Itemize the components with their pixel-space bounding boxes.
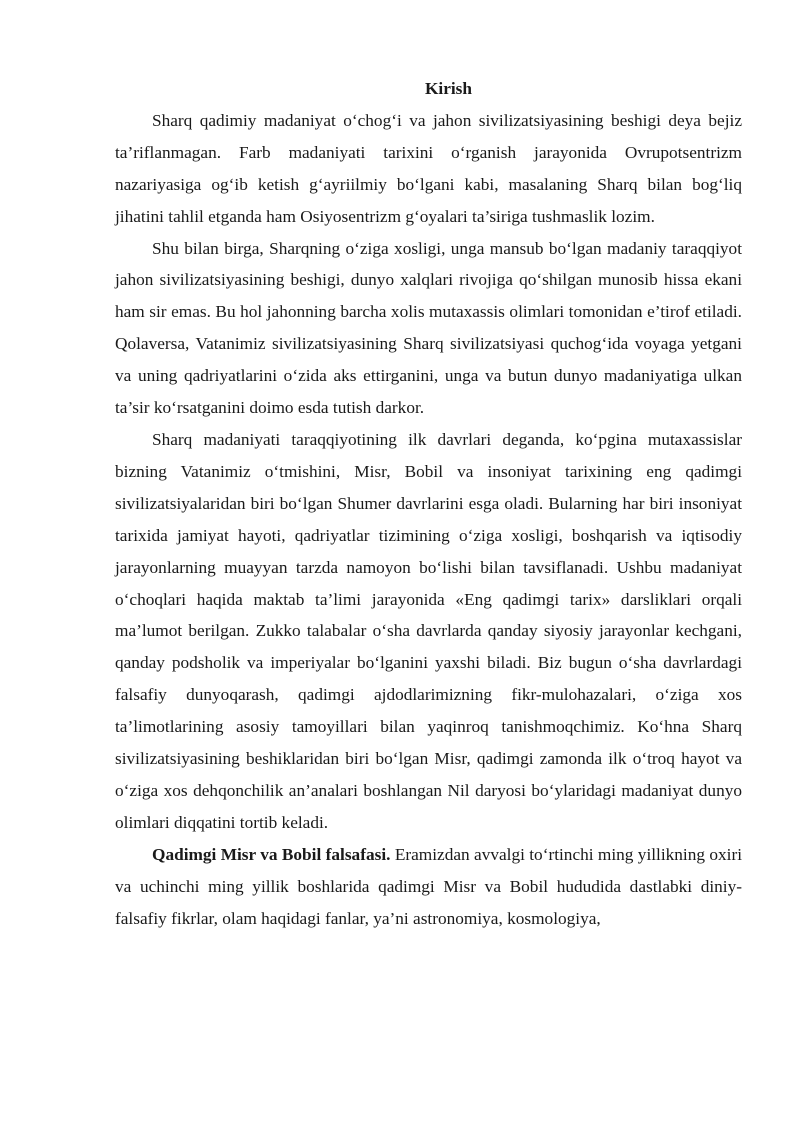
paragraph-text: Eramizdan avvalgi to‘rtinchi ming yillikning oxiri va uchinchi ming yillik boshlarida qadimgi Misr va Bobil hududida dastlabki diniy-falsafiy fikrlar, olam haqidagi fanlar, ya’ni astronomiya, kosmologiya, [115, 844, 743, 928]
paragraph-text: Sharq madaniyati taraqqiyotining ilk davrlari deganda, ko‘pgina mutaxassislar bizning Vatanimiz o‘tmishini, Misr, Bobil va insoniyat tarixining eng qadimgi sivilizatsiyalaridan biri bo‘lgan Shumer davrlarini esga oladi. Bularning har biri insoniyat tarixida jamiyat hayoti, qadriyatlar tizimining o‘ziga xosligi, boshqarish va iqtisodiy jarayonlarning muayyan tarzda namoyon bo‘lishi bilan tavsiflanadi. Ushbu madaniyat o‘choqlari haqida maktab ta’limi jarayonida «Eng qadimgi tarix» darsliklari orqali ma’lumot berilgan. Zukko talabalar o‘sha davrlarda qanday siyosiy jarayonlar kechgani, qanday podsholik va imperiyalar bo‘lganini yaxshi biladi. Biz bugun o‘sha davrlardagi falsafiy dunyoqarash, qadimgi ajdodlarimizning fikr-mulohazalari, o‘ziga xos ta’limotlarining asosiy tamoyillari bilan yaqinroq tanishmoqchimiz. Ko‘hna Sharq sivilizatsiyasining beshiklaridan biri bo‘lgan Misr, qadimgi zamonda ilk o‘troq hayot va o‘ziga xos dehqonchilik an’analari boshlangan Nil daryosi bo‘ylaridagi madaniyat dunyo olimlari diqqatini tortib keladi. [115, 429, 742, 832]
section-heading: Kirish [424, 79, 473, 98]
paragraph-1 [115, 105, 742, 233]
paragraph-lead: Qadimgi Misr va Bobil falsafasi. [152, 844, 391, 864]
paragraph-4 [115, 839, 742, 935]
paragraph-text: Shu bilan birga, Sharqning o‘ziga xosligi, unga mansub bo‘lgan madaniy taraqqiyot jahon sivilizatsiyasining beshigi, dunyo xalqlari rivojiga qo‘shilgan munosib hissa ekani ham sir emas. Bu hol jahonning barcha xolis mutaxassis olimlari tomonidan e’tirof etiladi. Qolaversa, Vatanimiz sivilizatsiyasining Sharq sivilizatsiyasi quchog‘ida voyaga yetgani va uning qadriyatlarini o‘zida aks ettirganini, unga va butun dunyo madaniyatiga ulkan ta’sir ko‘rsatganini doimo esda tutish darkor. [115, 238, 742, 418]
paragraph-2 [115, 233, 742, 424]
paragraph-3 [115, 424, 742, 839]
paragraph-text: Sharq qadimiy madaniyat o‘chog‘i va jahon sivilizatsiyasining beshigi deya bejiz ta’riflanmagan. Farb madaniyati tarixini o‘rganish jarayonida Ovrupotsentrizm nazariyasiga og‘ib ketish g‘ayriilmiy bo‘lgani kabi, masalaning Sharq bilan bog‘liq jihatini tahlil etganda ham Osiyosentrizm g‘oyalari ta’siriga tushmaslik lozim. [115, 110, 742, 226]
document-page [115, 73, 742, 934]
